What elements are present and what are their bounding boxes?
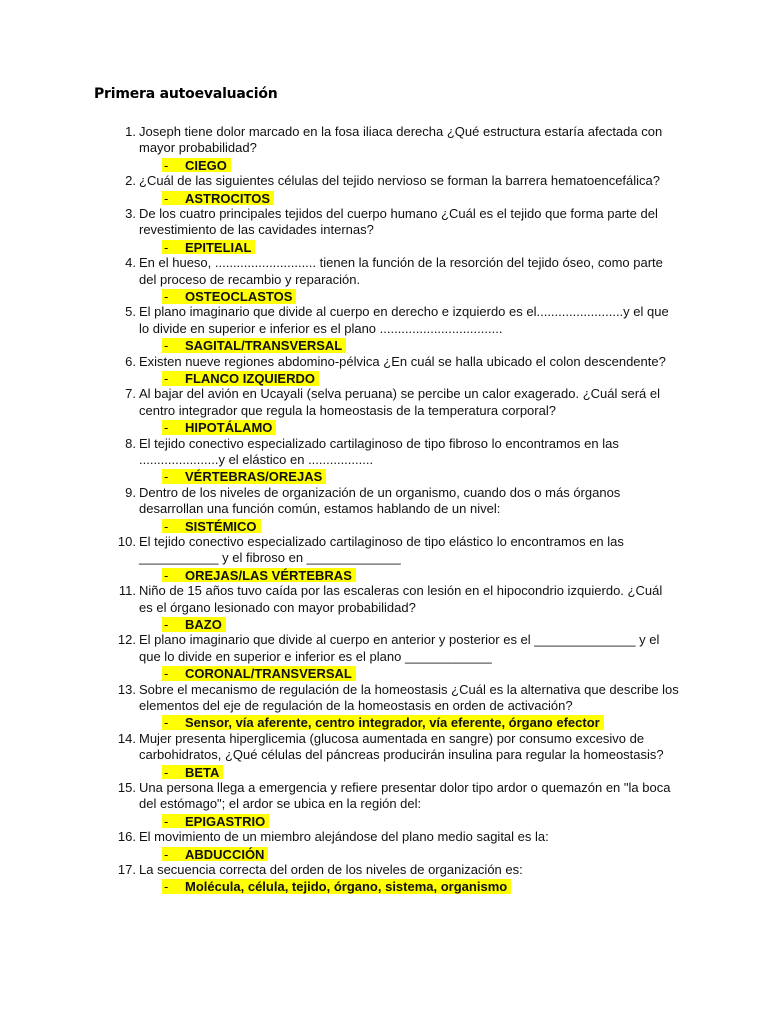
- answer-highlight: [162, 191, 274, 206]
- answer-dash: -: [164, 338, 169, 354]
- answer-9: [0, 518, 768, 534]
- answer-highlight: [162, 814, 269, 829]
- question-text: Mujer presenta hiperglicemia (glucosa aumentada en sangre) por consumo excesivo de carbohidratos, ¿Qué células del páncreas producirán insulina para regular la homeostasis?: [139, 730, 664, 763]
- question-text: El plano imaginario que divide al cuerpo en anterior y posterior es el ______________ y el que lo divide en superior e inferior es el plano ____________: [139, 632, 660, 664]
- question-number: 16.: [117, 829, 136, 845]
- answer-text: Molécula, célula, tejido, órgano, sistema, organismo: [185, 879, 508, 895]
- question-text: El tejido conectivo especializado cartilaginoso de tipo fibroso lo encontramos en las ......................y el elástico en ..................: [139, 435, 619, 468]
- answer-14: [0, 764, 768, 780]
- answer-text: SISTÉMICO: [185, 518, 257, 534]
- answer-text: Sensor, vía aferente, centro integrador, vía eferente, órgano efector: [185, 715, 600, 731]
- question-number: 12.: [117, 632, 136, 648]
- question-15: [0, 780, 768, 813]
- question-text: Al bajar del avión en Ucayali (selva peruana) se percibe un calor exagerado. ¿Cuál será el centro integrador que regula la homeostasis de la temperatura corporal?: [139, 386, 661, 418]
- question-text: Joseph tiene dolor marcado en la fosa iliaca derecha ¿Qué estructura estaría afectada con mayor probabilidad?: [139, 124, 663, 156]
- question-text: El plano imaginario que divide al cuerpo en derecho e izquierdo es el........................y el que lo divide en superior e inferior es el plano ..................................: [139, 304, 669, 336]
- answer-text: EPIGASTRIO: [185, 813, 266, 829]
- answer-dash: -: [164, 518, 169, 534]
- answer-highlight: [162, 617, 226, 632]
- question-17: [0, 862, 768, 878]
- answer-4: [0, 288, 768, 304]
- answer-dash: -: [164, 420, 169, 436]
- answer-text: HIPOTÁLAMO: [185, 420, 273, 436]
- question-number: 5.: [125, 304, 136, 320]
- answer-dash: -: [164, 239, 169, 255]
- answer-highlight: [162, 240, 255, 255]
- question-5: [0, 304, 768, 337]
- answer-text: CORONAL/TRANSVERSAL: [185, 666, 352, 682]
- question-list: [0, 124, 768, 895]
- answer-dash: -: [164, 469, 169, 485]
- answer-highlight: [162, 371, 319, 386]
- answer-text: FLANCO IZQUIERDO: [185, 371, 315, 387]
- answer-10: [0, 567, 768, 583]
- answer-3: [0, 239, 768, 255]
- answer-highlight: [162, 847, 268, 862]
- answer-highlight: [162, 420, 276, 435]
- answer-dash: -: [164, 190, 169, 206]
- answer-8: [0, 468, 768, 484]
- answer-dash: -: [164, 617, 169, 633]
- question-text: Una persona llega a emergencia y refiere presentar dolor tipo ardor o quemazón en "la boca del estómago"; el ardor se ubica en la región del:: [139, 780, 671, 812]
- answer-dash: -: [164, 567, 169, 583]
- question-2: [0, 173, 768, 189]
- answer-dash: -: [164, 764, 169, 780]
- question-1: [0, 124, 768, 157]
- question-text: Dentro de los niveles de organización de un organismo, cuando dos o más órganos desarrollan una función común, estamos hablando de un nivel:: [139, 484, 621, 517]
- answer-highlight: [162, 338, 346, 353]
- question-number: 9.: [125, 484, 136, 500]
- question-9: [0, 485, 768, 518]
- question-text: ¿Cuál de las siguientes células del tejido nervioso se forman la barrera hematoencefálica?: [139, 173, 661, 189]
- answer-6: [0, 370, 768, 386]
- answer-dash: -: [164, 846, 169, 862]
- answer-highlight: [162, 666, 356, 681]
- answer-5: [0, 337, 768, 353]
- question-7: [0, 386, 768, 419]
- question-number: 8.: [125, 435, 136, 451]
- question-text: La secuencia correcta del orden de los niveles de organización es:: [139, 862, 523, 878]
- question-number: 6.: [125, 353, 136, 369]
- question-14: [0, 731, 768, 764]
- answer-dash: -: [164, 879, 169, 895]
- answer-text: VÉRTEBRAS/OREJAS: [185, 469, 323, 485]
- question-4: [0, 255, 768, 288]
- answer-text: ASTROCITOS: [185, 190, 270, 206]
- question-text: Sobre el mecanismo de regulación de la homeostasis ¿Cuál es la alternativa que describe los elementos del eje de regulación de la homeostasis en orden de activación?: [139, 681, 679, 714]
- answer-12: [0, 665, 768, 681]
- answer-highlight: [162, 879, 511, 894]
- question-8: [0, 436, 768, 469]
- answer-dash: -: [164, 813, 169, 829]
- question-3: [0, 206, 768, 239]
- question-10: [0, 534, 768, 567]
- answer-15: [0, 813, 768, 829]
- answer-13: [0, 714, 768, 730]
- question-6: [0, 354, 768, 370]
- answer-dash: -: [164, 157, 169, 173]
- answer-highlight: [162, 469, 326, 484]
- question-number: 1.: [125, 124, 136, 139]
- answer-text: OSTEOCLASTOS: [185, 289, 293, 305]
- answer-16: [0, 846, 768, 862]
- question-13: [0, 682, 768, 715]
- answer-text: BAZO: [185, 617, 222, 633]
- answer-text: EPITELIAL: [185, 239, 252, 255]
- question-number: 3.: [125, 206, 136, 221]
- question-text: Niño de 15 años tuvo caída por las escaleras con lesión en el hipocondrio izquierdo. ¿Cuál es el órgano lesionado con mayor probabilidad?: [139, 583, 663, 615]
- question-number: 17.: [117, 862, 136, 878]
- answer-1: [0, 157, 768, 173]
- question-11: [0, 583, 768, 616]
- question-text: El movimiento de un miembro alejándose del plano medio sagital es la:: [139, 829, 549, 845]
- answer-highlight: [162, 715, 604, 730]
- answer-dash: -: [164, 371, 169, 387]
- question-12: [0, 632, 768, 665]
- answer-text: SAGITAL/TRANSVERSAL: [185, 338, 343, 354]
- answer-highlight: [162, 289, 296, 304]
- answer-highlight: [162, 158, 231, 173]
- question-text: En el hueso, ............................ tienen la función de la resorción del tejido óseo, como parte del proceso de recambio y reparación.: [139, 255, 663, 287]
- question-text: De los cuatro principales tejidos del cuerpo humano ¿Cuál es el tejido que forma parte del revestimiento de las cavidades internas?: [139, 206, 658, 238]
- answer-text: OREJAS/LAS VÉRTEBRAS: [185, 567, 352, 583]
- answer-dash: -: [164, 289, 169, 305]
- answer-2: [0, 190, 768, 206]
- page-title: Primera autoevaluación: [94, 86, 278, 102]
- answer-7: [0, 419, 768, 435]
- question-number: 10.: [117, 534, 136, 550]
- answer-11: [0, 616, 768, 632]
- question-number: 15.: [117, 780, 136, 796]
- answer-text: CIEGO: [185, 157, 227, 173]
- answer-dash: -: [164, 666, 169, 682]
- answer-text: BETA: [185, 764, 220, 780]
- answer-17: [0, 878, 768, 894]
- question-number: 2.: [125, 173, 136, 189]
- question-text: El tejido conectivo especializado cartilaginoso de tipo elástico lo encontramos en las ___________ y el fibroso en _____________: [139, 534, 624, 566]
- question-text: Existen nueve regiones abdomino-pélvica ¿En cuál se halla ubicado el colon descendente?: [139, 353, 666, 369]
- answer-highlight: [162, 568, 356, 583]
- question-number: 4.: [125, 255, 136, 271]
- question-number: 13.: [117, 681, 136, 697]
- question-16: [0, 829, 768, 845]
- answer-dash: -: [164, 715, 169, 731]
- question-number: 11.: [118, 583, 136, 599]
- question-number: 7.: [125, 386, 136, 402]
- question-number: 14.: [117, 730, 136, 746]
- answer-highlight: [162, 765, 223, 780]
- answer-text: ABDUCCIÓN: [185, 846, 265, 862]
- answer-highlight: [162, 519, 261, 534]
